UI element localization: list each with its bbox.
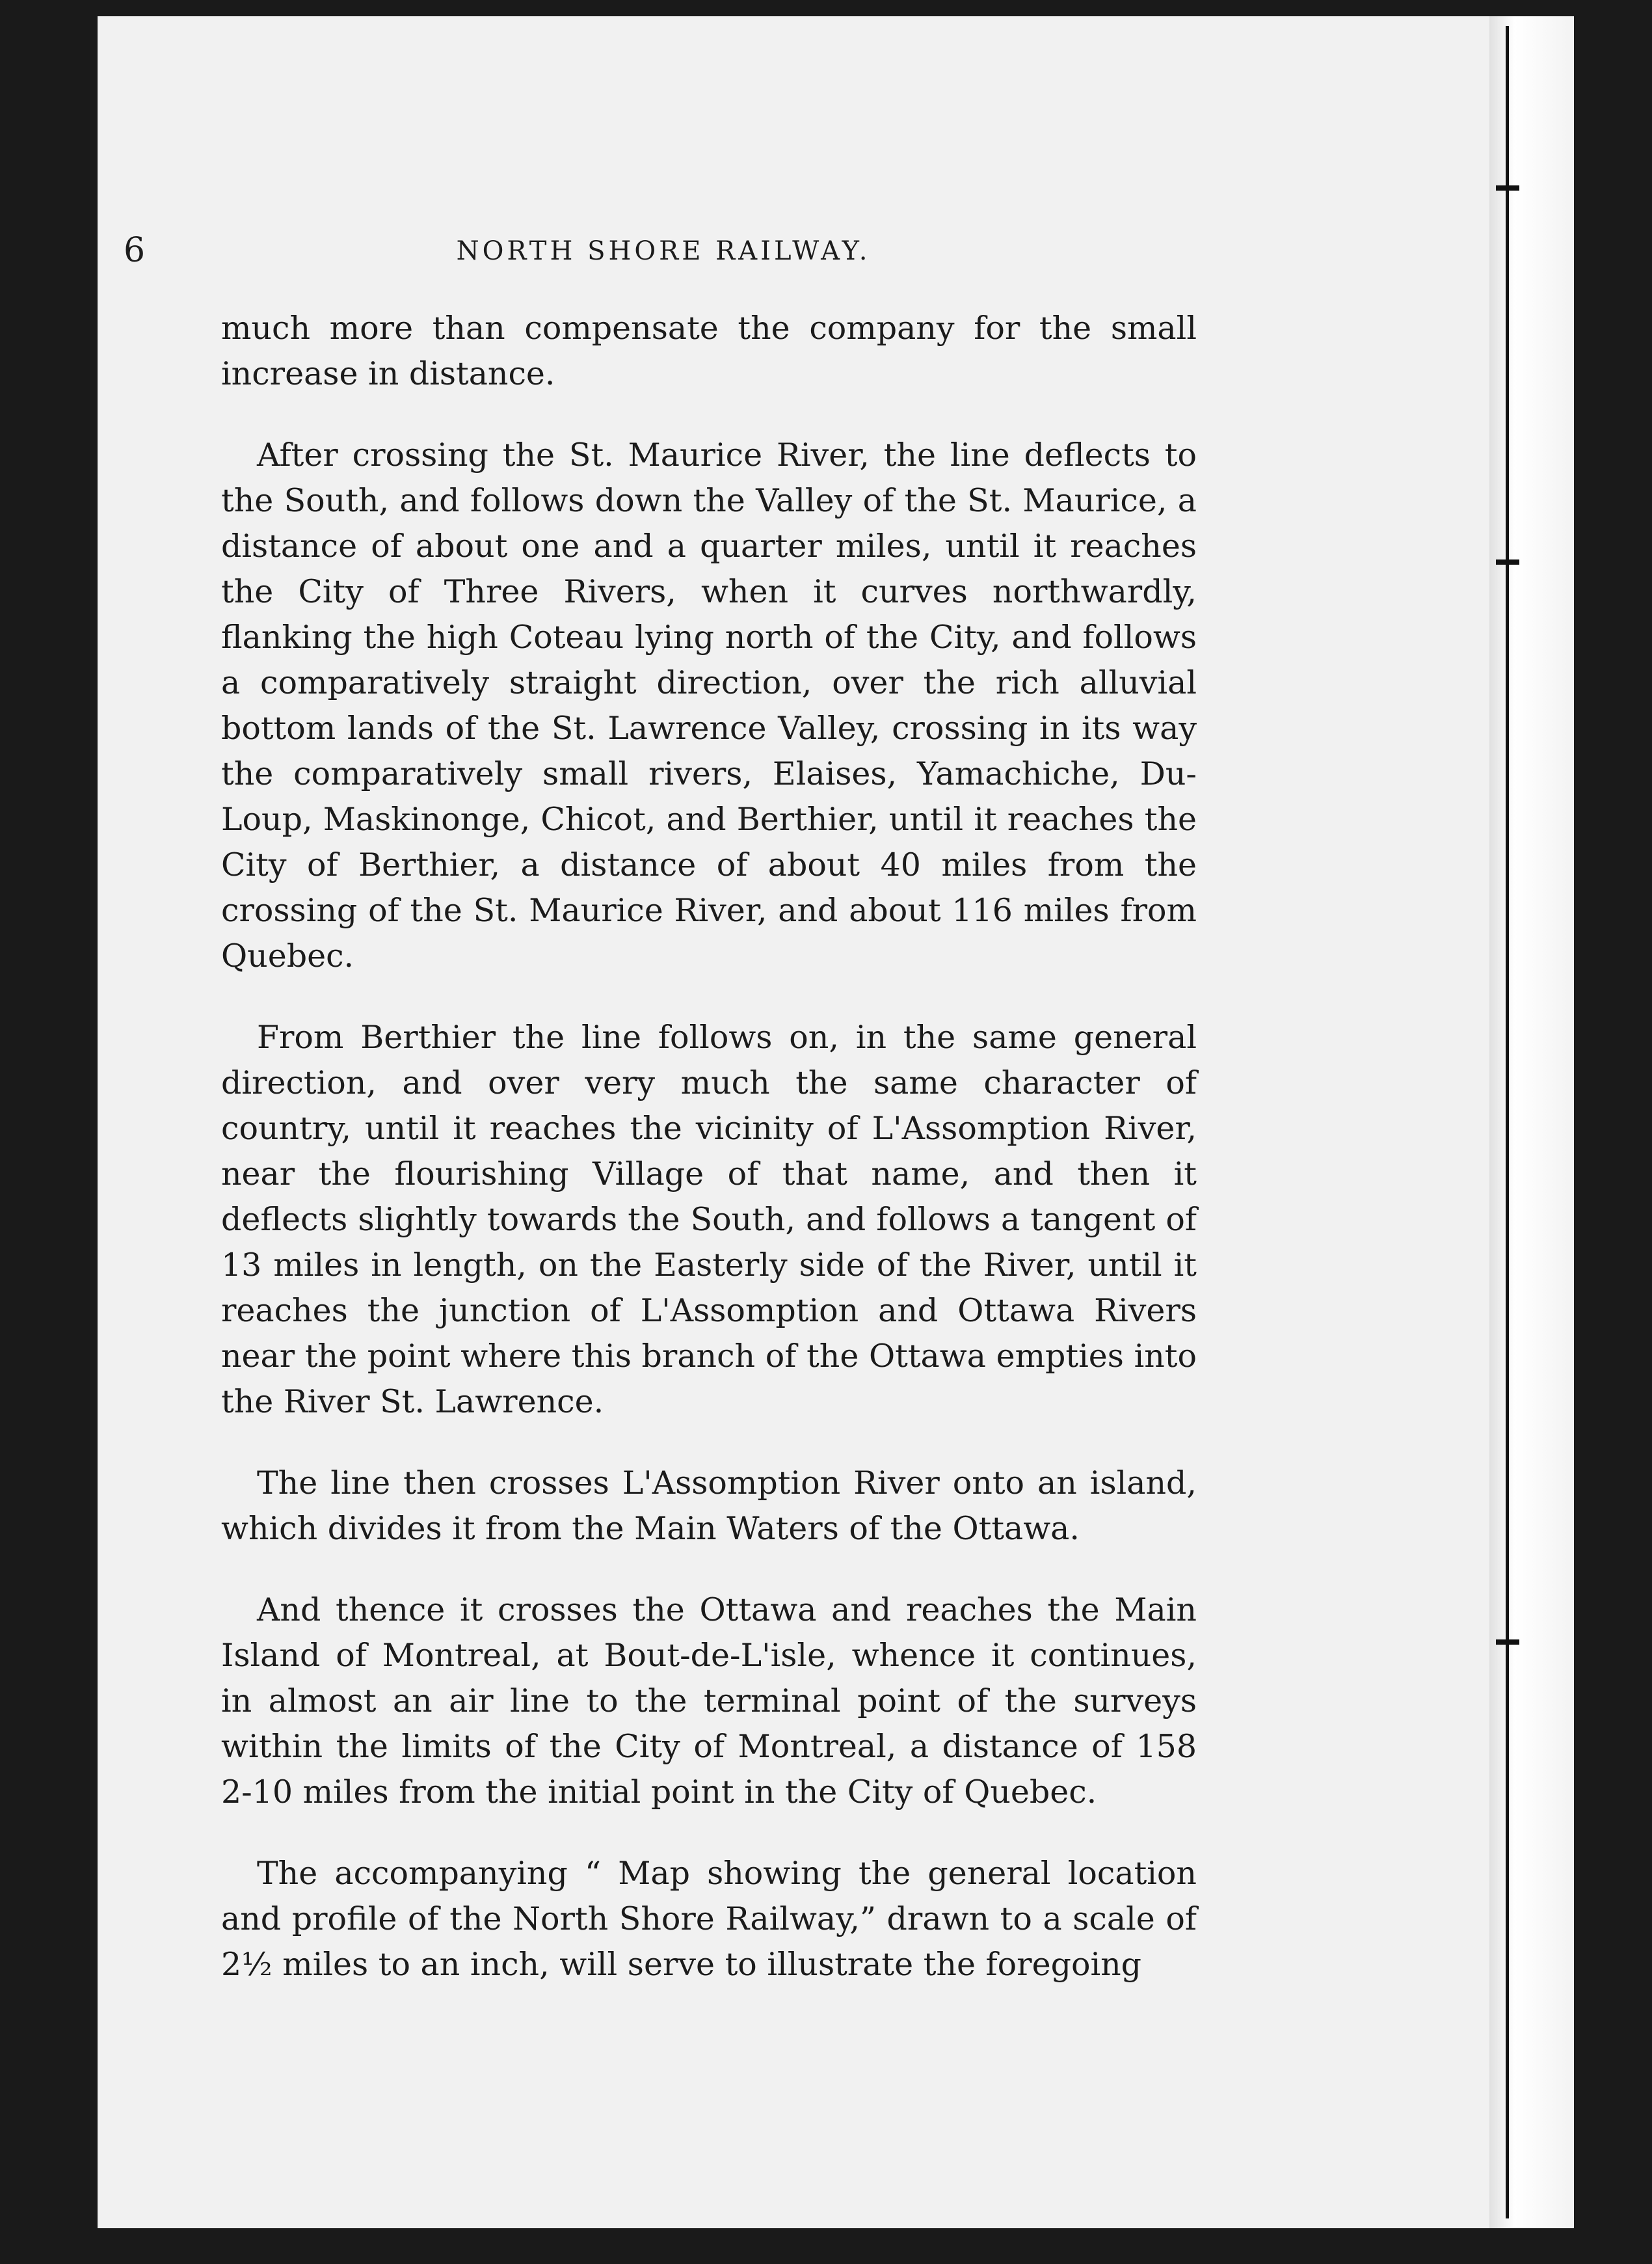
body-text [221, 306, 1197, 2023]
paragraph: much more than compensate the company for the small increase in distance. [221, 310, 1197, 392]
paragraph: From Berthier the line follows on, in the same general direction, and over very much the same character of country, until it reaches the vicinity of L'Assomption River, near the flourishing Village of that name, and then it deflects slightly towards the South, and follows a tangent of 13 miles in length, on the Easterly side of the River, until it reaches the junction of L'Assomption and Ottawa Rivers near the point where this branch of the Ottawa empties into the River St. Lawrence. [221, 1019, 1197, 1420]
page-edge [1489, 16, 1574, 2228]
binding-mark [1496, 185, 1519, 191]
binding-mark [1496, 1639, 1519, 1645]
paragraph: After crossing the St. Maurice River, the line deflects to the South, and follows down the Valley of the St. Maurice, a distance of about one and a quarter miles, until it reaches the City of Three Rivers, when it curves northwardly, flanking the high Coteau lying north of the City, and follows a comparatively straight direction, over the rich alluvial bottom lands of the St. Lawrence Valley, crossing in its way the comparatively small rivers, Elaises, Yamachiche, Du-Loup, Maskinonge, Chicot, and Berthier, until it reaches the City of Berthier, a distance of about 40 miles from the crossing of the St. Maurice River, and about 116 miles from Quebec. [221, 437, 1197, 975]
running-title: NORTH SHORE RAILWAY. [456, 236, 871, 266]
paragraph: The accompanying “ Map showing the general location and profile of the North Shore Railway,” drawn to a scale of 2½ miles to an inch, will serve to illustrate the foregoing [221, 1855, 1197, 1983]
page-header [124, 231, 1203, 276]
binding-line [1506, 26, 1509, 2218]
paragraph: The line then crosses L'Assomption River onto an island, which divides it from the Main Waters of the Ottawa. [221, 1464, 1197, 1547]
page-number: 6 [124, 231, 146, 270]
paragraph: And thence it crosses the Ottawa and reaches the Main Island of Montreal, at Bout-de-L'isle, whence it continues, in almost an air line to the terminal point of the surveys within the limits of the City of Montreal, a distance of 158 2-10 miles from the initial point in the City of Quebec. [221, 1591, 1197, 1811]
binding-mark [1496, 559, 1519, 565]
